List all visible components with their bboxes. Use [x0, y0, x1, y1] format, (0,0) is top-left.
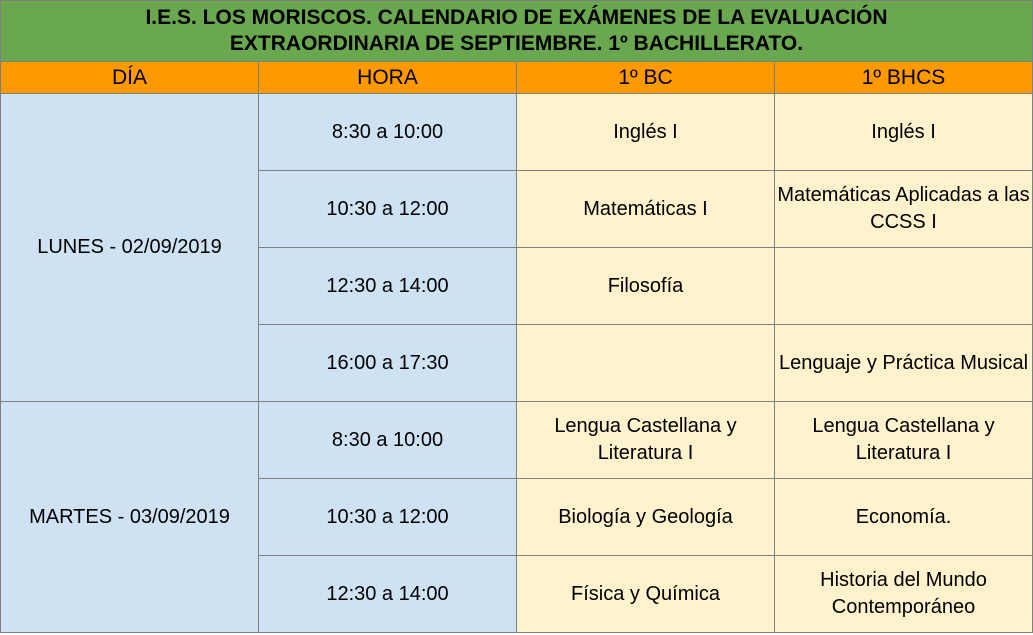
hour-cell: 16:00 a 17:30 — [259, 325, 517, 402]
hour-cell: 12:30 a 14:00 — [259, 556, 517, 633]
header-hour: HORA — [259, 62, 517, 94]
hour-cell: 8:30 a 10:00 — [259, 402, 517, 479]
subject-cell-bc — [517, 325, 775, 402]
hour-cell: 8:30 a 10:00 — [259, 94, 517, 171]
subject-cell-bhcs: Economía. — [775, 479, 1033, 556]
table-row — [1, 94, 1033, 171]
subject-cell-bhcs: Lenguaje y Práctica Musical — [775, 325, 1033, 402]
header-1bc: 1º BC — [517, 62, 775, 94]
subject-cell-bc: Física y Química — [517, 556, 775, 633]
hour-cell: 10:30 a 12:00 — [259, 171, 517, 248]
header-day: DÍA — [1, 62, 259, 94]
subject-cell-bhcs: Lengua Castellana y Literatura I — [775, 402, 1033, 479]
subject-cell-bc: Biología y Geología — [517, 479, 775, 556]
header-1bhcs: 1º BHCS — [775, 62, 1033, 94]
subject-cell-bc: Lengua Castellana y Literatura I — [517, 402, 775, 479]
subject-cell-bhcs — [775, 248, 1033, 325]
subject-cell-bhcs: Inglés I — [775, 94, 1033, 171]
title-line-1: I.E.S. LOS MORISCOS. CALENDARIO DE EXÁMENES DE LA EVALUACIÓN — [145, 6, 888, 29]
subject-cell-bc: Inglés I — [517, 94, 775, 171]
subject-cell-bc: Matemáticas I — [517, 171, 775, 248]
day-cell: MARTES - 03/09/2019 — [1, 402, 259, 633]
hour-cell: 12:30 a 14:00 — [259, 248, 517, 325]
page-title — [1, 1, 1033, 62]
subject-cell-bhcs: Historia del Mundo Contemporáneo — [775, 556, 1033, 633]
subject-cell-bhcs: Matemáticas Aplicadas a las CCSS I — [775, 171, 1033, 248]
day-cell: LUNES - 02/09/2019 — [1, 94, 259, 402]
subject-cell-bc: Filosofía — [517, 248, 775, 325]
title-line-2: EXTRAORDINARIA DE SEPTIEMBRE. 1º BACHILLERATO. — [229, 32, 804, 55]
table-row — [1, 402, 1033, 479]
hour-cell: 10:30 a 12:00 — [259, 479, 517, 556]
